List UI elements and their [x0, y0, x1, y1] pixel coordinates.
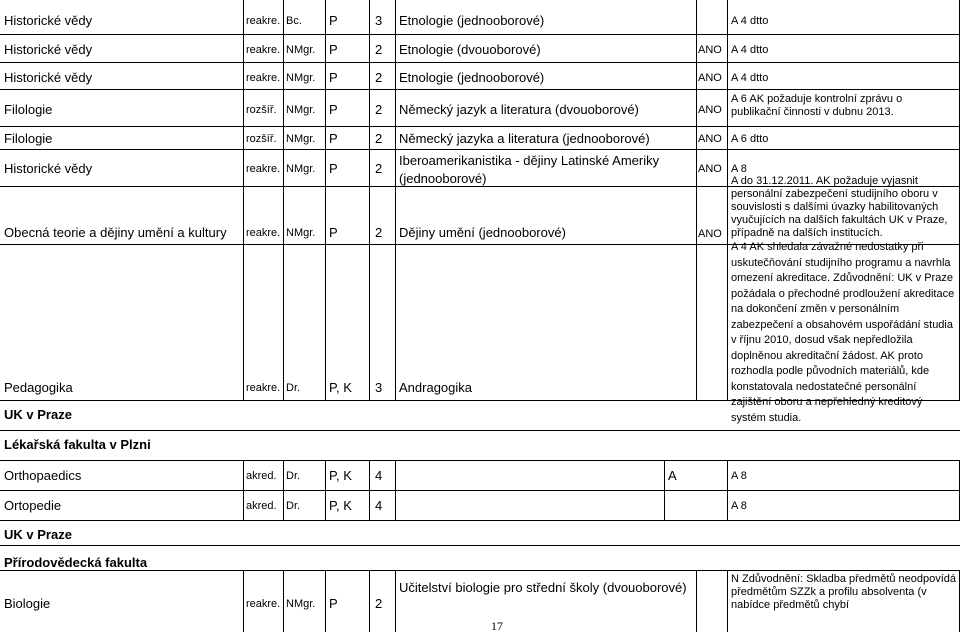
type-cell: rozšíř.: [246, 133, 277, 145]
degree-cell: NMgr.: [286, 163, 316, 175]
table-grid-line: [243, 0, 244, 400]
table-grid-line: [0, 570, 960, 571]
table-grid-line: [0, 545, 960, 546]
table-grid-line: [0, 149, 960, 150]
type-cell: reakre.: [246, 72, 281, 84]
field-cell: Obecná teorie a dějiny umění a kultury: [4, 225, 227, 240]
program-cell: Iberoamerikanistika - dějiny Latinské Ameriky (jednooborové): [399, 153, 660, 186]
table-grid-line: [283, 0, 284, 400]
years-cell: 2: [375, 102, 383, 117]
note-cell: A 4 dtto: [731, 44, 769, 56]
years-cell: 4: [375, 498, 383, 513]
type-cell: reakre.: [246, 382, 281, 394]
ano-cell: ANO: [698, 133, 722, 145]
table-grid-line: [0, 520, 960, 521]
ano-cell: ANO: [698, 228, 722, 240]
type-cell: reakre.: [246, 15, 281, 27]
note-cell: A 4 dtto: [731, 72, 769, 84]
degree-cell: NMgr.: [286, 44, 316, 56]
form-cell: P, K: [329, 498, 352, 513]
degree-cell: NMgr.: [286, 133, 316, 145]
table-grid-line: [0, 34, 960, 35]
field-cell: Filologie: [4, 102, 53, 117]
field-cell: Historické vědy: [4, 161, 93, 176]
type-cell: reakre.: [246, 227, 281, 239]
table-grid-line: [283, 570, 284, 632]
field-cell: Historické vědy: [4, 13, 93, 28]
field-cell: Ortopedie: [4, 498, 62, 513]
years-cell: 2: [375, 161, 383, 176]
note-cell: A 4 dtto: [731, 15, 769, 27]
ano-cell: ANO: [698, 104, 722, 116]
table-grid-line: [395, 0, 396, 400]
note-cell: A 8: [731, 470, 747, 482]
table-grid-line: [243, 570, 244, 632]
program-cell: Německý jazyk a literatura (dvouoborové): [399, 102, 639, 117]
table-grid-line: [325, 570, 326, 632]
note-cell: A 6 dtto: [731, 133, 769, 145]
years-cell: 3: [375, 13, 383, 28]
degree-cell: Bc.: [286, 15, 302, 27]
form-cell: P, K: [329, 380, 352, 395]
form-cell: P: [329, 102, 338, 117]
degree-cell: NMgr.: [286, 72, 316, 84]
type-cell: reakre.: [246, 163, 281, 175]
form-cell: P, K: [329, 468, 352, 483]
degree-cell: Dr.: [286, 470, 301, 482]
table-grid-line: [727, 570, 728, 632]
note-cell: A do 31.12.2011. AK požaduje vyjasnit personální zabezpečení studijního oboru v souvislosti s dalšími úvazky habilitovaných vyučujících na dalších fakultách UK v Praze, případně na dalších institucích.: [731, 175, 948, 239]
table-grid-line: [369, 570, 370, 632]
form-cell: P: [329, 131, 338, 146]
type-cell: akred.: [246, 470, 277, 482]
note-cell: A 8: [731, 500, 747, 512]
table-grid-line: [0, 126, 960, 127]
years-cell: 2: [375, 42, 383, 57]
degree-cell: NMgr.: [286, 104, 316, 116]
degree-cell: Dr.: [286, 500, 301, 512]
form-cell: P: [329, 161, 338, 176]
type-cell: akred.: [246, 500, 277, 512]
ano-cell: ANO: [698, 163, 722, 175]
form-cell: P: [329, 13, 338, 28]
table-grid-line: [0, 89, 960, 90]
note-cell: A 6 AK požaduje kontrolní zprávu o publikační činnosti v dubnu 2013.: [731, 93, 903, 118]
type-cell: reakre.: [246, 44, 281, 56]
program-cell: Dějiny umění (jednooborové): [399, 225, 566, 240]
section-heading: UK v Praze: [4, 407, 72, 422]
ano-cell: ANO: [698, 72, 722, 84]
table-grid-line: [0, 430, 960, 431]
note-cell: N Zdůvodnění: Skladba předmětů neodpovídá předmětům SZZk a profilu absolventa (v nabídce předmětů chybí: [731, 573, 957, 611]
degree-cell: NMgr.: [286, 598, 316, 610]
field-cell: Pedagogika: [4, 380, 73, 395]
table-grid-line: [0, 62, 960, 63]
section-heading: Přírodovědecká fakulta: [4, 555, 148, 570]
degree-cell: NMgr.: [286, 227, 316, 239]
form-cell: P: [329, 42, 338, 57]
table-grid-line: [696, 0, 697, 400]
program-cell: Etnologie (jednooborové): [399, 13, 545, 28]
form-cell: P: [329, 596, 338, 611]
program-cell: Etnologie (jednooborové): [399, 70, 545, 85]
section-heading: UK v Praze: [4, 527, 72, 542]
field-cell: Filologie: [4, 131, 53, 146]
field-cell: Historické vědy: [4, 42, 93, 57]
table-grid-line: [369, 0, 370, 400]
table-grid-line: [325, 0, 326, 400]
section-heading: Lékařská fakulta v Plzni: [4, 437, 151, 452]
years-cell: 3: [375, 380, 383, 395]
program-cell: Andragogika: [399, 380, 472, 395]
note-cell: A 8: [731, 163, 747, 175]
program-cell: Německý jazyka a literatura (jednooborové): [399, 131, 650, 146]
field-cell: Biologie: [4, 596, 51, 611]
program-cell: Učitelství biologie pro střední školy (dvouoborové): [399, 580, 687, 595]
years-cell: 2: [375, 225, 383, 240]
years-cell: 2: [375, 70, 383, 85]
form-cell: P: [329, 70, 338, 85]
table-grid-line: [0, 460, 960, 461]
field-cell: Orthopaedics: [4, 468, 82, 483]
form-cell: P: [329, 225, 338, 240]
type-cell: rozšíř.: [246, 104, 277, 116]
table-grid-line: [395, 570, 396, 632]
years-cell: 4: [375, 468, 383, 483]
ano-cell: A: [668, 468, 677, 483]
years-cell: 2: [375, 131, 383, 146]
field-cell: Historické vědy: [4, 70, 93, 85]
years-cell: 2: [375, 596, 383, 611]
page-number: 17: [491, 619, 503, 633]
table-grid-line: [0, 490, 960, 491]
ano-cell: ANO: [698, 44, 722, 56]
table-grid-line: [696, 570, 697, 632]
program-cell: Etnologie (dvouoborové): [399, 42, 541, 57]
type-cell: reakre.: [246, 598, 281, 610]
degree-cell: Dr.: [286, 382, 301, 394]
note-cell: A 4 AK shledala závažné nedostatky při uskutečňování studijního programu a navrhla omezení akreditace. Zdůvodnění: UK v Praze požádala o přechodné prodloužení akreditace na dokončení změn v personálním zabezpečení a obsahovém uspořádání studia v říjnu 2010, dosud však nepředložila doplněnou akreditační žádost. AK proto rozhodla podle původních materiálů, kde konstatovala nedostatečné personální zajištění oboru a nepřehledný kreditový systém studia.: [731, 241, 955, 424]
table-grid-line: [727, 0, 728, 400]
